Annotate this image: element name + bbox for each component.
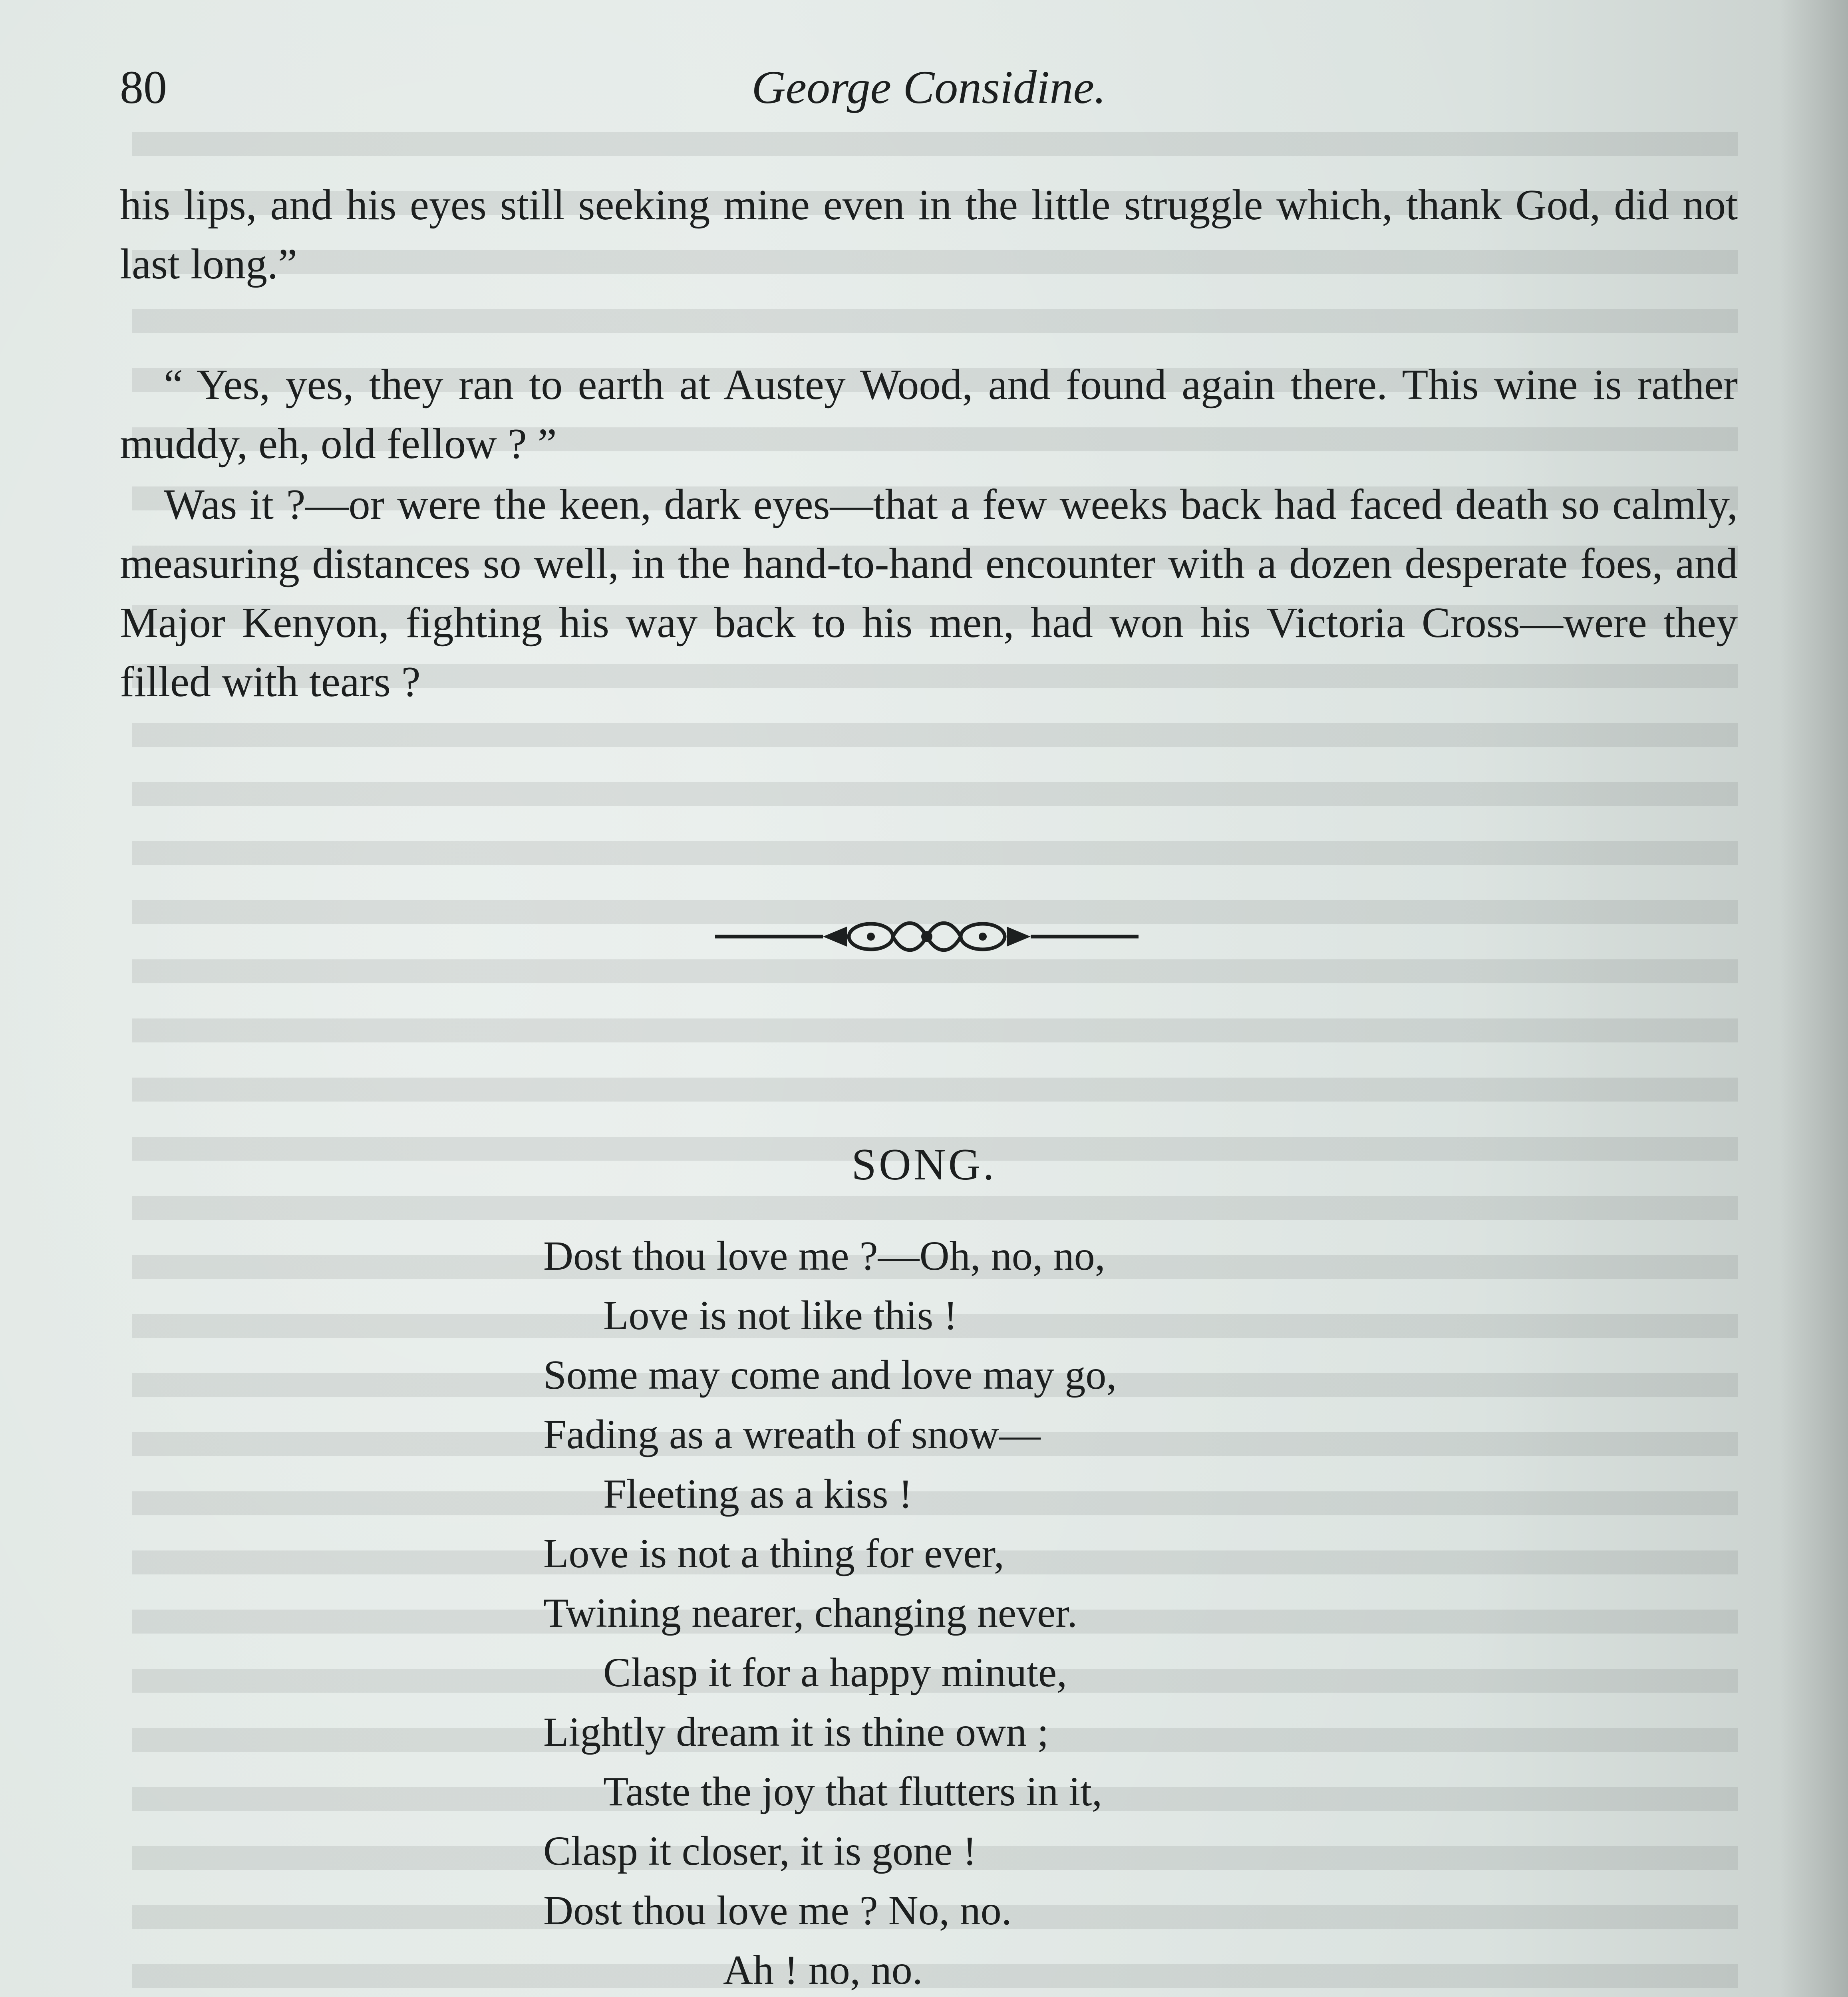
prose-paragraph-2: [120, 355, 1738, 474]
paragraph-text: Was it ?—or were the keen, dark eyes—that a few weeks back had faced death so calmly, measuring distances so well, in the hand-to-hand encounter with a dozen desperate foes, and Major Kenyon, fighting his way back to his men, had won his Victoria Cross—were they filled with tears ?: [120, 481, 1738, 706]
page-edge-shadow: [1780, 0, 1848, 1997]
running-title: George Considine.: [751, 61, 1106, 113]
poem-line: Ah ! no, no.: [723, 1947, 923, 1993]
poem-line: Clasp it closer, it is gone !: [543, 1828, 977, 1874]
poem-line: Some may come and love may go,: [543, 1352, 1117, 1398]
page-number: 80: [120, 61, 167, 113]
poem-stanza-1: [543, 1226, 1702, 1997]
poem-line: Lightly dream it is thine own ;: [543, 1709, 1049, 1755]
poem-line: Dost thou love me ?—Oh, no, no,: [543, 1233, 1105, 1279]
poem-line: Dost thou love me ? No, no.: [543, 1888, 1012, 1933]
poem-line: Taste the joy that flutters in it,: [603, 1769, 1103, 1814]
poem-line: Fading as a wreath of snow—: [543, 1411, 1041, 1457]
ornament-divider-icon: [715, 907, 1139, 967]
poem-line: Clasp it for a happy minute,: [603, 1650, 1067, 1695]
paragraph-text: his lips, and his eyes still seeking mine even in the little struggle which, thank God, did not last long.”: [120, 181, 1738, 288]
prose-paragraph-1: [120, 176, 1738, 294]
song-title: SONG.: [851, 1140, 997, 1189]
poem-line: Fleeting as a kiss !: [603, 1471, 913, 1517]
poem-line: Love is not a thing for ever,: [543, 1531, 1004, 1576]
poem-line: Love is not like this !: [603, 1292, 958, 1338]
poem-line: Twining nearer, changing never.: [543, 1590, 1078, 1636]
running-head: [120, 52, 1738, 132]
paragraph-text: “ Yes, yes, they ran to earth at Austey Wood, and found again there. This wine is rather muddy, eh, old fellow ? ”: [120, 361, 1738, 468]
prose-paragraph-3: [120, 475, 1738, 712]
